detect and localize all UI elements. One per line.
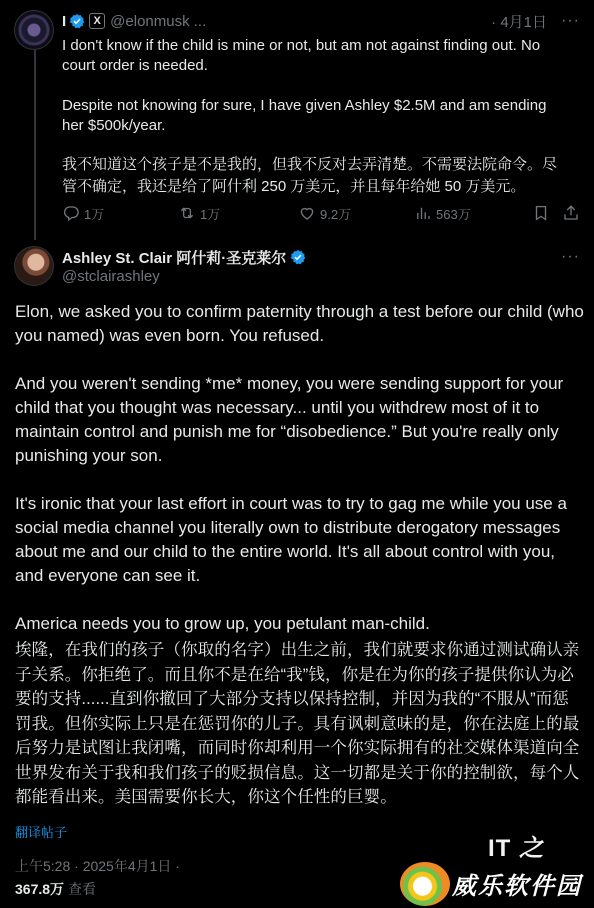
main-tweet-name-row [62,247,310,267]
ithome-watermark-mark: 之 [519,835,544,862]
parent-display-name[interactable]: I [62,12,67,30]
main-handle[interactable]: @stclairashley [62,268,160,285]
translate-post-link[interactable]: 翻译帖子 [15,825,68,840]
main-tweet-text [15,300,585,834]
heart-icon [298,204,316,222]
main-text-en-2: And you weren't sending *me* money, you were sending support for your child that you thought was necessary... until you withdrew most of it to maintain control and punish me for “disobedience.” But you're really only punishing your son. [15,374,564,465]
main-text-en-1: Elon, we asked you to confirm paternity through a test before our child (who you named) was even born. You refused. [15,302,584,345]
views-button[interactable] [414,204,471,223]
like-count: 9.2万 [320,206,352,222]
site-logo-icon [400,862,450,906]
parent-tweet-text [62,36,566,218]
main-text-cn: 埃隆，在我们的孩子（你取的名字）出生之前，我们就要求你通过测试确认亲子关系。你拒绝了。而且你不是在给“我”钱，你是在为你的孩子提供你认为必要的支持......直到你撤回了大部分支持以保持控制，并因为我的“不服从”而惩罚我。但你实际上只是在惩罚你的儿子。具有讽刺意味的是，你在法庭上的最后努力是试图让我闭嘴，而同时你却利用一个你实际拥有的社交媒体渠道向全世界发布关于我和我们孩子的贬损信息。这一切都是关于你的控制欲，每个人都能看出来。美国需要你长大，你这个任性的巨婴。 [15,641,580,806]
parent-handle[interactable]: @elonmusk ... [110,12,207,30]
reply-count: 1万 [84,206,105,222]
more-horizontal-icon[interactable]: ··· [561,248,580,265]
parent-action-bar [62,202,586,224]
share-icon [562,204,580,222]
bookmark-icon [532,204,550,222]
elonmusk-avatar[interactable] [14,10,54,50]
site-watermark-text: 威乐软件园 [452,873,582,900]
share-button[interactable] [562,204,584,222]
ithome-watermark-text: IT [488,835,512,862]
views-chart-icon [414,204,432,222]
parent-text-en-1: I don't know if the child is mine or not, but am not against finding out. No court order is needed. [62,37,541,74]
views-count: 563万 [436,206,471,222]
more-horizontal-icon[interactable]: ··· [561,12,580,29]
parent-text-en-2: Despite not knowing for sure, I have given Ashley $2.5M and am sending her $500k/year. [62,97,547,134]
main-views-row [15,879,96,899]
repost-button[interactable] [178,204,220,223]
bookmark-button[interactable] [532,204,554,222]
main-views-count: 367.8万 [15,881,65,897]
verified-badge-icon [69,13,85,29]
main-text-en-3: It's ironic that your last effort in court was to try to gag me while you use a social media channel you literally own to distribute derogatory messages about me and our child to the entire world. It's all about control with you, and everyone can see it. [15,494,567,585]
main-views-label: 查看 [68,881,97,897]
stclairashley-avatar[interactable] [14,246,54,286]
repost-count: 1万 [200,206,221,222]
x-affiliation-badge: X [89,13,105,29]
main-timestamp[interactable]: 上午5:28 · 2025年4月1日 · [15,858,180,874]
thread-connector-line [34,50,36,240]
reply-button[interactable] [62,204,104,223]
main-display-name[interactable]: Ashley St. Clair 阿什莉·圣克莱尔 [62,249,287,267]
parent-date[interactable]: · 4月1日 [491,13,548,31]
verified-badge-icon [290,249,306,265]
repost-icon [178,204,196,222]
ithome-watermark [488,828,544,863]
reply-icon [62,204,80,222]
like-button[interactable] [298,204,351,223]
parent-text-cn: 我不知道这个孩子是不是我的，但我不反对去弄清楚。不需要法院命令。尽管不确定，我还是给了阿什利 250 万美元，并且每年给她 50 万美元。 [62,156,558,195]
main-text-en-4: America needs you to grow up, you petulant man-child. [15,614,430,633]
parent-tweet-header [62,10,580,32]
